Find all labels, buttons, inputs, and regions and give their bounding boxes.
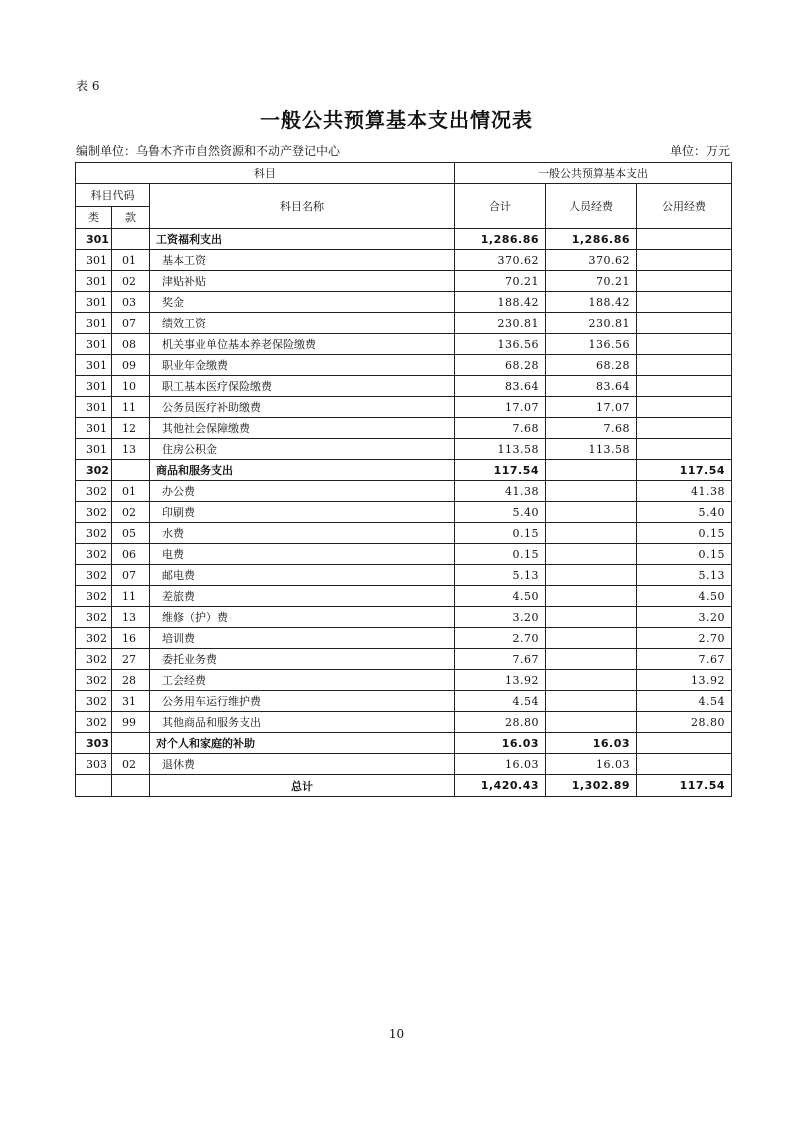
cell-kuan: 02 — [112, 502, 150, 523]
cell-subject-name: 对个人和家庭的补助 — [150, 733, 455, 754]
cell-lei: 301 — [76, 250, 112, 271]
header-public: 公用经费 — [637, 184, 732, 229]
table-label: 表 6 — [76, 79, 100, 93]
cell-subject-name: 职工基本医疗保险缴费 — [150, 376, 455, 397]
table-row — [76, 754, 732, 775]
cell-personnel — [546, 523, 637, 544]
cell-lei: 302 — [76, 523, 112, 544]
cell-public: 5.13 — [637, 565, 732, 586]
table-row — [76, 439, 732, 460]
cell-subject-name: 培训费 — [150, 628, 455, 649]
cell-lei: 302 — [76, 628, 112, 649]
cell-public — [637, 250, 732, 271]
cell-kuan: 27 — [112, 649, 150, 670]
cell-subject-name: 委托业务费 — [150, 649, 455, 670]
total-kuan-cell — [112, 775, 150, 797]
table-header — [76, 163, 732, 229]
cell-total: 4.50 — [455, 586, 546, 607]
cell-total: 2.70 — [455, 628, 546, 649]
cell-public: 4.50 — [637, 586, 732, 607]
cell-subject-name: 工会经费 — [150, 670, 455, 691]
cell-subject-name: 津贴补贴 — [150, 271, 455, 292]
cell-personnel — [546, 502, 637, 523]
cell-public: 0.15 — [637, 523, 732, 544]
cell-lei: 301 — [76, 229, 112, 250]
cell-subject-name: 基本工资 — [150, 250, 455, 271]
cell-total: 0.15 — [455, 544, 546, 565]
cell-lei: 302 — [76, 649, 112, 670]
cell-public: 2.70 — [637, 628, 732, 649]
cell-personnel — [546, 460, 637, 481]
cell-lei: 301 — [76, 292, 112, 313]
cell-public: 41.38 — [637, 481, 732, 502]
cell-public — [637, 754, 732, 775]
cell-kuan: 07 — [112, 313, 150, 334]
cell-kuan: 07 — [112, 565, 150, 586]
table-row — [76, 418, 732, 439]
cell-subject-name: 电费 — [150, 544, 455, 565]
cell-personnel: 16.03 — [546, 733, 637, 754]
table-group-row — [76, 229, 732, 250]
cell-personnel: 70.21 — [546, 271, 637, 292]
cell-personnel: 17.07 — [546, 397, 637, 418]
cell-public: 28.80 — [637, 712, 732, 733]
cell-total: 230.81 — [455, 313, 546, 334]
cell-subject-name: 水费 — [150, 523, 455, 544]
cell-public: 4.54 — [637, 691, 732, 712]
cell-public: 117.54 — [637, 460, 732, 481]
table-row — [76, 565, 732, 586]
cell-lei: 301 — [76, 376, 112, 397]
table-row — [76, 313, 732, 334]
cell-kuan: 08 — [112, 334, 150, 355]
table-row — [76, 271, 732, 292]
cell-public — [637, 733, 732, 754]
table-row — [76, 691, 732, 712]
cell-kuan — [112, 460, 150, 481]
table-row — [76, 544, 732, 565]
cell-subject-name: 差旅费 — [150, 586, 455, 607]
cell-total: 117.54 — [455, 460, 546, 481]
cell-total: 16.03 — [455, 754, 546, 775]
cell-total: 370.62 — [455, 250, 546, 271]
cell-total: 41.38 — [455, 481, 546, 502]
table-row — [76, 523, 732, 544]
grand-total-total: 1,420.43 — [455, 775, 546, 797]
cell-kuan: 11 — [112, 397, 150, 418]
table-row — [76, 250, 732, 271]
table-row — [76, 355, 732, 376]
cell-public: 0.15 — [637, 544, 732, 565]
grand-total-personnel: 1,302.89 — [546, 775, 637, 797]
cell-personnel: 1,286.86 — [546, 229, 637, 250]
total-lei-cell — [76, 775, 112, 797]
page-number: 10 — [388, 1027, 405, 1041]
cell-subject-name: 维修（护）费 — [150, 607, 455, 628]
table-row — [76, 607, 732, 628]
header-subject-code: 科目代码 — [76, 184, 150, 207]
cell-public — [637, 334, 732, 355]
cell-total: 13.92 — [455, 670, 546, 691]
cell-lei: 301 — [76, 439, 112, 460]
cell-total: 5.40 — [455, 502, 546, 523]
cell-kuan: 12 — [112, 418, 150, 439]
cell-public — [637, 355, 732, 376]
table-row — [76, 586, 732, 607]
cell-subject-name: 公务员医疗补助缴费 — [150, 397, 455, 418]
cell-lei: 301 — [76, 271, 112, 292]
cell-personnel: 83.64 — [546, 376, 637, 397]
cell-lei: 302 — [76, 565, 112, 586]
cell-subject-name: 绩效工资 — [150, 313, 455, 334]
cell-lei: 302 — [76, 712, 112, 733]
table-row — [76, 292, 732, 313]
table-row — [76, 397, 732, 418]
header-kuan: 款 — [112, 206, 150, 229]
cell-personnel — [546, 670, 637, 691]
table-row — [76, 376, 732, 397]
cell-personnel: 7.68 — [546, 418, 637, 439]
unit-label: 单位：万元 — [669, 144, 730, 158]
cell-kuan: 11 — [112, 586, 150, 607]
cell-total: 188.42 — [455, 292, 546, 313]
page-title: 一般公共预算基本支出情况表 — [260, 108, 533, 132]
cell-lei: 302 — [76, 607, 112, 628]
cell-total: 83.64 — [455, 376, 546, 397]
cell-lei: 303 — [76, 754, 112, 775]
table-row — [76, 628, 732, 649]
cell-lei: 301 — [76, 334, 112, 355]
cell-subject-name: 办公费 — [150, 481, 455, 502]
cell-lei: 302 — [76, 502, 112, 523]
cell-subject-name: 公务用车运行维护费 — [150, 691, 455, 712]
header-subject: 科目 — [76, 163, 455, 184]
table-row — [76, 670, 732, 691]
cell-lei: 302 — [76, 670, 112, 691]
header-lei: 类 — [76, 206, 112, 229]
table-group-row — [76, 460, 732, 481]
cell-personnel — [546, 712, 637, 733]
cell-lei: 301 — [76, 418, 112, 439]
cell-public — [637, 271, 732, 292]
cell-total: 1,286.86 — [455, 229, 546, 250]
cell-lei: 302 — [76, 586, 112, 607]
cell-kuan: 06 — [112, 544, 150, 565]
cell-personnel: 113.58 — [546, 439, 637, 460]
cell-kuan: 02 — [112, 754, 150, 775]
cell-personnel: 68.28 — [546, 355, 637, 376]
table-group-row — [76, 733, 732, 754]
cell-subject-name: 退休费 — [150, 754, 455, 775]
cell-kuan: 01 — [112, 481, 150, 502]
cell-subject-name: 奖金 — [150, 292, 455, 313]
cell-subject-name: 工资福利支出 — [150, 229, 455, 250]
cell-personnel: 188.42 — [546, 292, 637, 313]
cell-subject-name: 商品和服务支出 — [150, 460, 455, 481]
cell-public — [637, 229, 732, 250]
cell-total: 28.80 — [455, 712, 546, 733]
cell-total: 3.20 — [455, 607, 546, 628]
cell-total: 0.15 — [455, 523, 546, 544]
cell-lei: 302 — [76, 544, 112, 565]
cell-total: 136.56 — [455, 334, 546, 355]
cell-personnel: 16.03 — [546, 754, 637, 775]
cell-subject-name: 邮电费 — [150, 565, 455, 586]
cell-subject-name: 印刷费 — [150, 502, 455, 523]
cell-public — [637, 397, 732, 418]
cell-personnel: 370.62 — [546, 250, 637, 271]
budget-table — [75, 162, 732, 797]
cell-subject-name: 职业年金缴费 — [150, 355, 455, 376]
cell-personnel — [546, 544, 637, 565]
cell-subject-name: 住房公积金 — [150, 439, 455, 460]
table-row — [76, 712, 732, 733]
cell-public — [637, 313, 732, 334]
cell-lei: 302 — [76, 691, 112, 712]
cell-kuan: 31 — [112, 691, 150, 712]
cell-total: 68.28 — [455, 355, 546, 376]
cell-kuan: 01 — [112, 250, 150, 271]
header-total: 合计 — [455, 184, 546, 229]
cell-kuan: 28 — [112, 670, 150, 691]
cell-kuan: 10 — [112, 376, 150, 397]
cell-public — [637, 418, 732, 439]
cell-kuan — [112, 733, 150, 754]
cell-personnel — [546, 649, 637, 670]
cell-total: 4.54 — [455, 691, 546, 712]
cell-public: 3.20 — [637, 607, 732, 628]
cell-lei: 302 — [76, 460, 112, 481]
cell-lei: 301 — [76, 313, 112, 334]
cell-public — [637, 292, 732, 313]
cell-kuan: 16 — [112, 628, 150, 649]
cell-public: 13.92 — [637, 670, 732, 691]
cell-kuan: 13 — [112, 607, 150, 628]
table-row — [76, 334, 732, 355]
cell-kuan: 03 — [112, 292, 150, 313]
cell-kuan — [112, 229, 150, 250]
cell-public — [637, 439, 732, 460]
header-subject-name: 科目名称 — [150, 184, 455, 229]
cell-subject-name: 机关事业单位基本养老保险缴费 — [150, 334, 455, 355]
cell-public: 7.67 — [637, 649, 732, 670]
cell-total: 70.21 — [455, 271, 546, 292]
cell-total: 5.13 — [455, 565, 546, 586]
cell-personnel — [546, 565, 637, 586]
table-body — [76, 229, 732, 775]
grand-total-row — [76, 775, 732, 797]
cell-kuan: 09 — [112, 355, 150, 376]
cell-kuan: 99 — [112, 712, 150, 733]
cell-personnel — [546, 628, 637, 649]
header-personnel: 人员经费 — [546, 184, 637, 229]
cell-personnel: 230.81 — [546, 313, 637, 334]
cell-lei: 301 — [76, 355, 112, 376]
cell-subject-name: 其他社会保障缴费 — [150, 418, 455, 439]
cell-personnel — [546, 586, 637, 607]
cell-lei: 301 — [76, 397, 112, 418]
grand-total-public: 117.54 — [637, 775, 732, 797]
cell-personnel — [546, 607, 637, 628]
cell-total: 7.68 — [455, 418, 546, 439]
cell-total: 7.67 — [455, 649, 546, 670]
cell-subject-name: 其他商品和服务支出 — [150, 712, 455, 733]
table-row — [76, 649, 732, 670]
cell-personnel — [546, 691, 637, 712]
cell-public — [637, 376, 732, 397]
header-budget-group: 一般公共预算基本支出 — [455, 163, 732, 184]
cell-total: 16.03 — [455, 733, 546, 754]
cell-kuan: 05 — [112, 523, 150, 544]
cell-lei: 303 — [76, 733, 112, 754]
org-label: 编制单位：乌鲁木齐市自然资源和不动产登记中心 — [76, 144, 341, 158]
cell-personnel: 136.56 — [546, 334, 637, 355]
cell-lei: 302 — [76, 481, 112, 502]
cell-total: 113.58 — [455, 439, 546, 460]
cell-public: 5.40 — [637, 502, 732, 523]
table-row — [76, 481, 732, 502]
grand-total-label: 总计 — [150, 775, 455, 797]
cell-total: 17.07 — [455, 397, 546, 418]
cell-kuan: 02 — [112, 271, 150, 292]
table-row — [76, 502, 732, 523]
cell-kuan: 13 — [112, 439, 150, 460]
cell-personnel — [546, 481, 637, 502]
